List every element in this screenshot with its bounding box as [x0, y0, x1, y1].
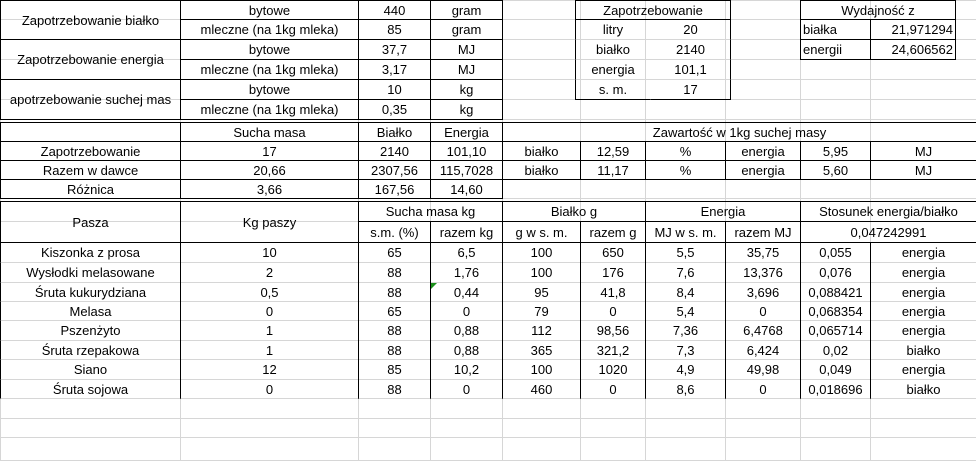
value-cell[interactable]: 3,17: [358, 59, 431, 80]
feed-cell-pasza[interactable]: Kiszonka z prosa: [0, 242, 181, 263]
feed-cell-gsm[interactable]: 100: [502, 359, 581, 380]
unit-cell[interactable]: gram: [430, 19, 503, 40]
zap-label-cell[interactable]: białko: [575, 39, 651, 60]
feed-cell-stos[interactable]: 0,076: [800, 262, 871, 283]
mid-bialko-cell[interactable]: 2140: [358, 141, 431, 161]
feed-header-sucha[interactable]: Sucha masa kg: [358, 201, 503, 222]
feed-cell-rg[interactable]: 0: [580, 379, 646, 399]
value-cell[interactable]: 440: [358, 0, 431, 20]
feed-cell-gsm[interactable]: 100: [502, 262, 581, 283]
mid-row-label[interactable]: Różnica: [0, 179, 181, 199]
feed-header-stosunek[interactable]: Stosunek energia/białko: [800, 201, 976, 222]
feed-cell-rkg[interactable]: 0,88: [430, 320, 503, 341]
unit-cell[interactable]: kg: [430, 99, 503, 120]
feed-cell-mjsm[interactable]: 4,9: [645, 359, 726, 380]
mid-row-label[interactable]: Razem w dawce: [0, 160, 181, 180]
feed-cell-rkg[interactable]: 0,88: [430, 340, 503, 360]
feed-cell-typ[interactable]: energia: [870, 359, 976, 380]
subheader-sm-pct[interactable]: s.m. (%): [358, 221, 431, 243]
feed-cell-rmj[interactable]: 0: [725, 379, 801, 399]
feed-header-pasza[interactable]: Pasza: [0, 201, 181, 243]
feed-cell-pasza[interactable]: Siano: [0, 359, 181, 380]
zaw-unit-cell[interactable]: MJ: [870, 160, 976, 180]
feed-cell-stos[interactable]: 0,068354: [800, 301, 871, 321]
feed-cell-rmj[interactable]: 3,696: [725, 282, 801, 302]
category-cell[interactable]: bytowe: [180, 79, 359, 100]
feed-cell-gsm[interactable]: 460: [502, 379, 581, 399]
feed-cell-gsm[interactable]: 112: [502, 320, 581, 341]
feed-cell-typ[interactable]: białko: [870, 340, 976, 360]
feed-cell-kg[interactable]: 0: [180, 379, 359, 399]
mid-energia-cell[interactable]: 115,7028: [430, 160, 503, 180]
feed-cell-pasza[interactable]: Śruta rzepakowa: [0, 340, 181, 360]
unit-cell[interactable]: MJ: [430, 39, 503, 60]
feed-cell-sm[interactable]: 88: [358, 282, 431, 302]
feed-cell-rmj[interactable]: 49,98: [725, 359, 801, 380]
feed-cell-kg[interactable]: 1: [180, 340, 359, 360]
feed-cell-typ[interactable]: białko: [870, 379, 976, 399]
wyd-label-cell[interactable]: energii: [800, 39, 871, 60]
feed-cell-sm[interactable]: 65: [358, 242, 431, 263]
feed-cell-rmj[interactable]: 35,75: [725, 242, 801, 263]
feed-cell-mjsm[interactable]: 5,4: [645, 301, 726, 321]
feed-cell-rg[interactable]: 1020: [580, 359, 646, 380]
feed-cell-sm[interactable]: 88: [358, 262, 431, 283]
mid-header-sucha[interactable]: Sucha masa: [180, 122, 359, 142]
mid-header-energia[interactable]: Energia: [430, 122, 503, 142]
zaw-value-cell[interactable]: 12,59: [580, 141, 646, 161]
feed-cell-rg[interactable]: 98,56: [580, 320, 646, 341]
feed-cell-pasza[interactable]: Śruta kukurydziana: [0, 282, 181, 302]
zap-label-cell[interactable]: energia: [575, 59, 651, 80]
gridline-horizontal: [0, 437, 976, 438]
feed-cell-rg[interactable]: 176: [580, 262, 646, 283]
feed-cell-pasza[interactable]: Wysłodki melasowane: [0, 262, 181, 283]
feed-cell-rg[interactable]: 0: [580, 301, 646, 321]
feed-cell-kg[interactable]: 0: [180, 301, 359, 321]
zaw-key-cell[interactable]: energia: [725, 160, 801, 180]
gridline-horizontal: [0, 418, 976, 419]
value-cell[interactable]: 85: [358, 19, 431, 40]
zaw-key-cell[interactable]: energia: [725, 141, 801, 161]
feed-cell-sm[interactable]: 88: [358, 379, 431, 399]
stosunek-value-cell[interactable]: 0,047242991: [800, 221, 976, 243]
feed-cell-kg[interactable]: 2: [180, 262, 359, 283]
feed-cell-stos[interactable]: 0,088421: [800, 282, 871, 302]
feed-cell-rg[interactable]: 650: [580, 242, 646, 263]
mid-bialko-cell[interactable]: 167,56: [358, 179, 431, 199]
feed-cell-mjsm[interactable]: 7,6: [645, 262, 726, 283]
value-cell[interactable]: 10: [358, 79, 431, 100]
zap-value-cell[interactable]: 101,1: [650, 59, 731, 80]
feed-cell-gsm[interactable]: 100: [502, 242, 581, 263]
feed-cell-rkg[interactable]: 6,5: [430, 242, 503, 263]
feed-cell-sm[interactable]: 88: [358, 340, 431, 360]
feed-cell-rg[interactable]: 321,2: [580, 340, 646, 360]
feed-cell-kg[interactable]: 0,5: [180, 282, 359, 302]
feed-cell-stos[interactable]: 0,02: [800, 340, 871, 360]
mid-sucha-cell[interactable]: 20,66: [180, 160, 359, 180]
unit-cell[interactable]: MJ: [430, 59, 503, 80]
feed-cell-stos[interactable]: 0,055: [800, 242, 871, 263]
requirement-label-cell[interactable]: apotrzebowanie suchej mas: [0, 79, 181, 120]
feed-cell-stos[interactable]: 0,049: [800, 359, 871, 380]
wyd-value-cell[interactable]: 21,971294: [870, 19, 956, 40]
zapotrzebowanie-header[interactable]: Zapotrzebowanie: [575, 0, 731, 20]
feed-cell-stos[interactable]: 0,065714: [800, 320, 871, 341]
feed-cell-rmj[interactable]: 6,424: [725, 340, 801, 360]
wyd-label-cell[interactable]: białka: [800, 19, 871, 40]
feed-cell-gsm[interactable]: 365: [502, 340, 581, 360]
subheader-mj-wsm[interactable]: MJ w s. m.: [645, 221, 726, 243]
mid-bialko-cell[interactable]: 2307,56: [358, 160, 431, 180]
mid-header-zawartosc[interactable]: Zawartość w 1kg suchej masy: [502, 122, 976, 142]
feed-cell-pasza[interactable]: Melasa: [0, 301, 181, 321]
zaw-key-cell[interactable]: białko: [502, 141, 581, 161]
feed-cell-rkg[interactable]: 1,76: [430, 262, 503, 283]
feed-cell-rmj[interactable]: 0: [725, 301, 801, 321]
feed-cell-typ[interactable]: energia: [870, 242, 976, 263]
mid-sucha-cell[interactable]: 17: [180, 141, 359, 161]
requirement-label-cell[interactable]: Zapotrzebowanie energia: [0, 39, 181, 80]
zaw-value-cell[interactable]: 11,17: [580, 160, 646, 180]
zap-label-cell[interactable]: s. m.: [575, 79, 651, 100]
category-cell[interactable]: mleczne (na 1kg mleka): [180, 59, 359, 80]
feed-cell-sm[interactable]: 65: [358, 301, 431, 321]
unit-cell[interactable]: gram: [430, 0, 503, 20]
zap-value-cell[interactable]: 2140: [650, 39, 731, 60]
mid-energia-cell[interactable]: 14,60: [430, 179, 503, 199]
category-cell[interactable]: bytowe: [180, 0, 359, 20]
feed-cell-typ[interactable]: energia: [870, 262, 976, 283]
feed-cell-sm[interactable]: 88: [358, 320, 431, 341]
zaw-unit-cell[interactable]: MJ: [870, 141, 976, 161]
feed-cell-gsm[interactable]: 79: [502, 301, 581, 321]
wydajnosc-header[interactable]: Wydajność z: [800, 0, 956, 20]
category-cell[interactable]: mleczne (na 1kg mleka): [180, 99, 359, 120]
zap-value-cell[interactable]: 17: [650, 79, 731, 100]
zaw-value-cell[interactable]: 5,95: [800, 141, 871, 161]
feed-cell-mjsm[interactable]: 7,3: [645, 340, 726, 360]
feed-cell-rmj[interactable]: 6,4768: [725, 320, 801, 341]
zaw-key-cell[interactable]: białko: [502, 160, 581, 180]
feed-cell-rkg[interactable]: 0: [430, 301, 503, 321]
feed-cell-stos[interactable]: 0,018696: [800, 379, 871, 399]
feed-cell-typ[interactable]: energia: [870, 320, 976, 341]
feed-cell-mjsm[interactable]: 5,5: [645, 242, 726, 263]
feed-cell-kg[interactable]: 12: [180, 359, 359, 380]
zap-label-cell[interactable]: litry: [575, 19, 651, 40]
feed-cell-rg[interactable]: 41,8: [580, 282, 646, 302]
feed-cell-typ[interactable]: energia: [870, 301, 976, 321]
mid-header-bialko[interactable]: Białko: [358, 122, 431, 142]
category-cell[interactable]: mleczne (na 1kg mleka): [180, 19, 359, 40]
zap-value-cell[interactable]: 20: [650, 19, 731, 40]
feed-cell-rmj[interactable]: 13,376: [725, 262, 801, 283]
subheader-g-wsm[interactable]: g w s. m.: [502, 221, 581, 243]
mid-corner-cell[interactable]: [0, 122, 181, 142]
feed-cell-kg[interactable]: 10: [180, 242, 359, 263]
feed-cell-sm[interactable]: 85: [358, 359, 431, 380]
feed-cell-mjsm[interactable]: 8,6: [645, 379, 726, 399]
feed-header-energia[interactable]: Energia: [645, 201, 801, 222]
feed-cell-pasza[interactable]: Śruta sojowa: [0, 379, 181, 399]
subheader-razem-g[interactable]: razem g: [580, 221, 646, 243]
feed-cell-mjsm[interactable]: 8,4: [645, 282, 726, 302]
feed-header-bialko[interactable]: Białko g: [502, 201, 646, 222]
zaw-value-cell[interactable]: 5,60: [800, 160, 871, 180]
zaw-unit-cell[interactable]: %: [645, 141, 726, 161]
error-indicator-icon: [431, 283, 437, 289]
value-cell[interactable]: 0,35: [358, 99, 431, 120]
feed-cell-rkg[interactable]: 10,2: [430, 359, 503, 380]
subheader-razem-mj[interactable]: razem MJ: [725, 221, 801, 243]
mid-row-label[interactable]: Zapotrzebowanie: [0, 141, 181, 161]
wyd-value-cell[interactable]: 24,606562: [870, 39, 956, 60]
feed-cell-mjsm[interactable]: 7,36: [645, 320, 726, 341]
feed-cell-typ[interactable]: energia: [870, 282, 976, 302]
feed-cell-gsm[interactable]: 95: [502, 282, 581, 302]
mid-sucha-cell[interactable]: 3,66: [180, 179, 359, 199]
value-cell[interactable]: 37,7: [358, 39, 431, 60]
category-cell[interactable]: bytowe: [180, 39, 359, 60]
feed-header-kg[interactable]: Kg paszy: [180, 201, 359, 243]
feed-cell-kg[interactable]: 1: [180, 320, 359, 341]
zaw-unit-cell[interactable]: %: [645, 160, 726, 180]
mid-energia-cell[interactable]: 101,10: [430, 141, 503, 161]
requirement-label-cell[interactable]: Zapotrzebowanie białko: [0, 0, 181, 40]
subheader-razem-kg[interactable]: razem kg: [430, 221, 503, 243]
feed-cell-rkg[interactable]: 0,44: [430, 282, 503, 302]
unit-cell[interactable]: kg: [430, 79, 503, 100]
feed-cell-pasza[interactable]: Pszenżyto: [0, 320, 181, 341]
feed-cell-rkg[interactable]: 0: [430, 379, 503, 399]
